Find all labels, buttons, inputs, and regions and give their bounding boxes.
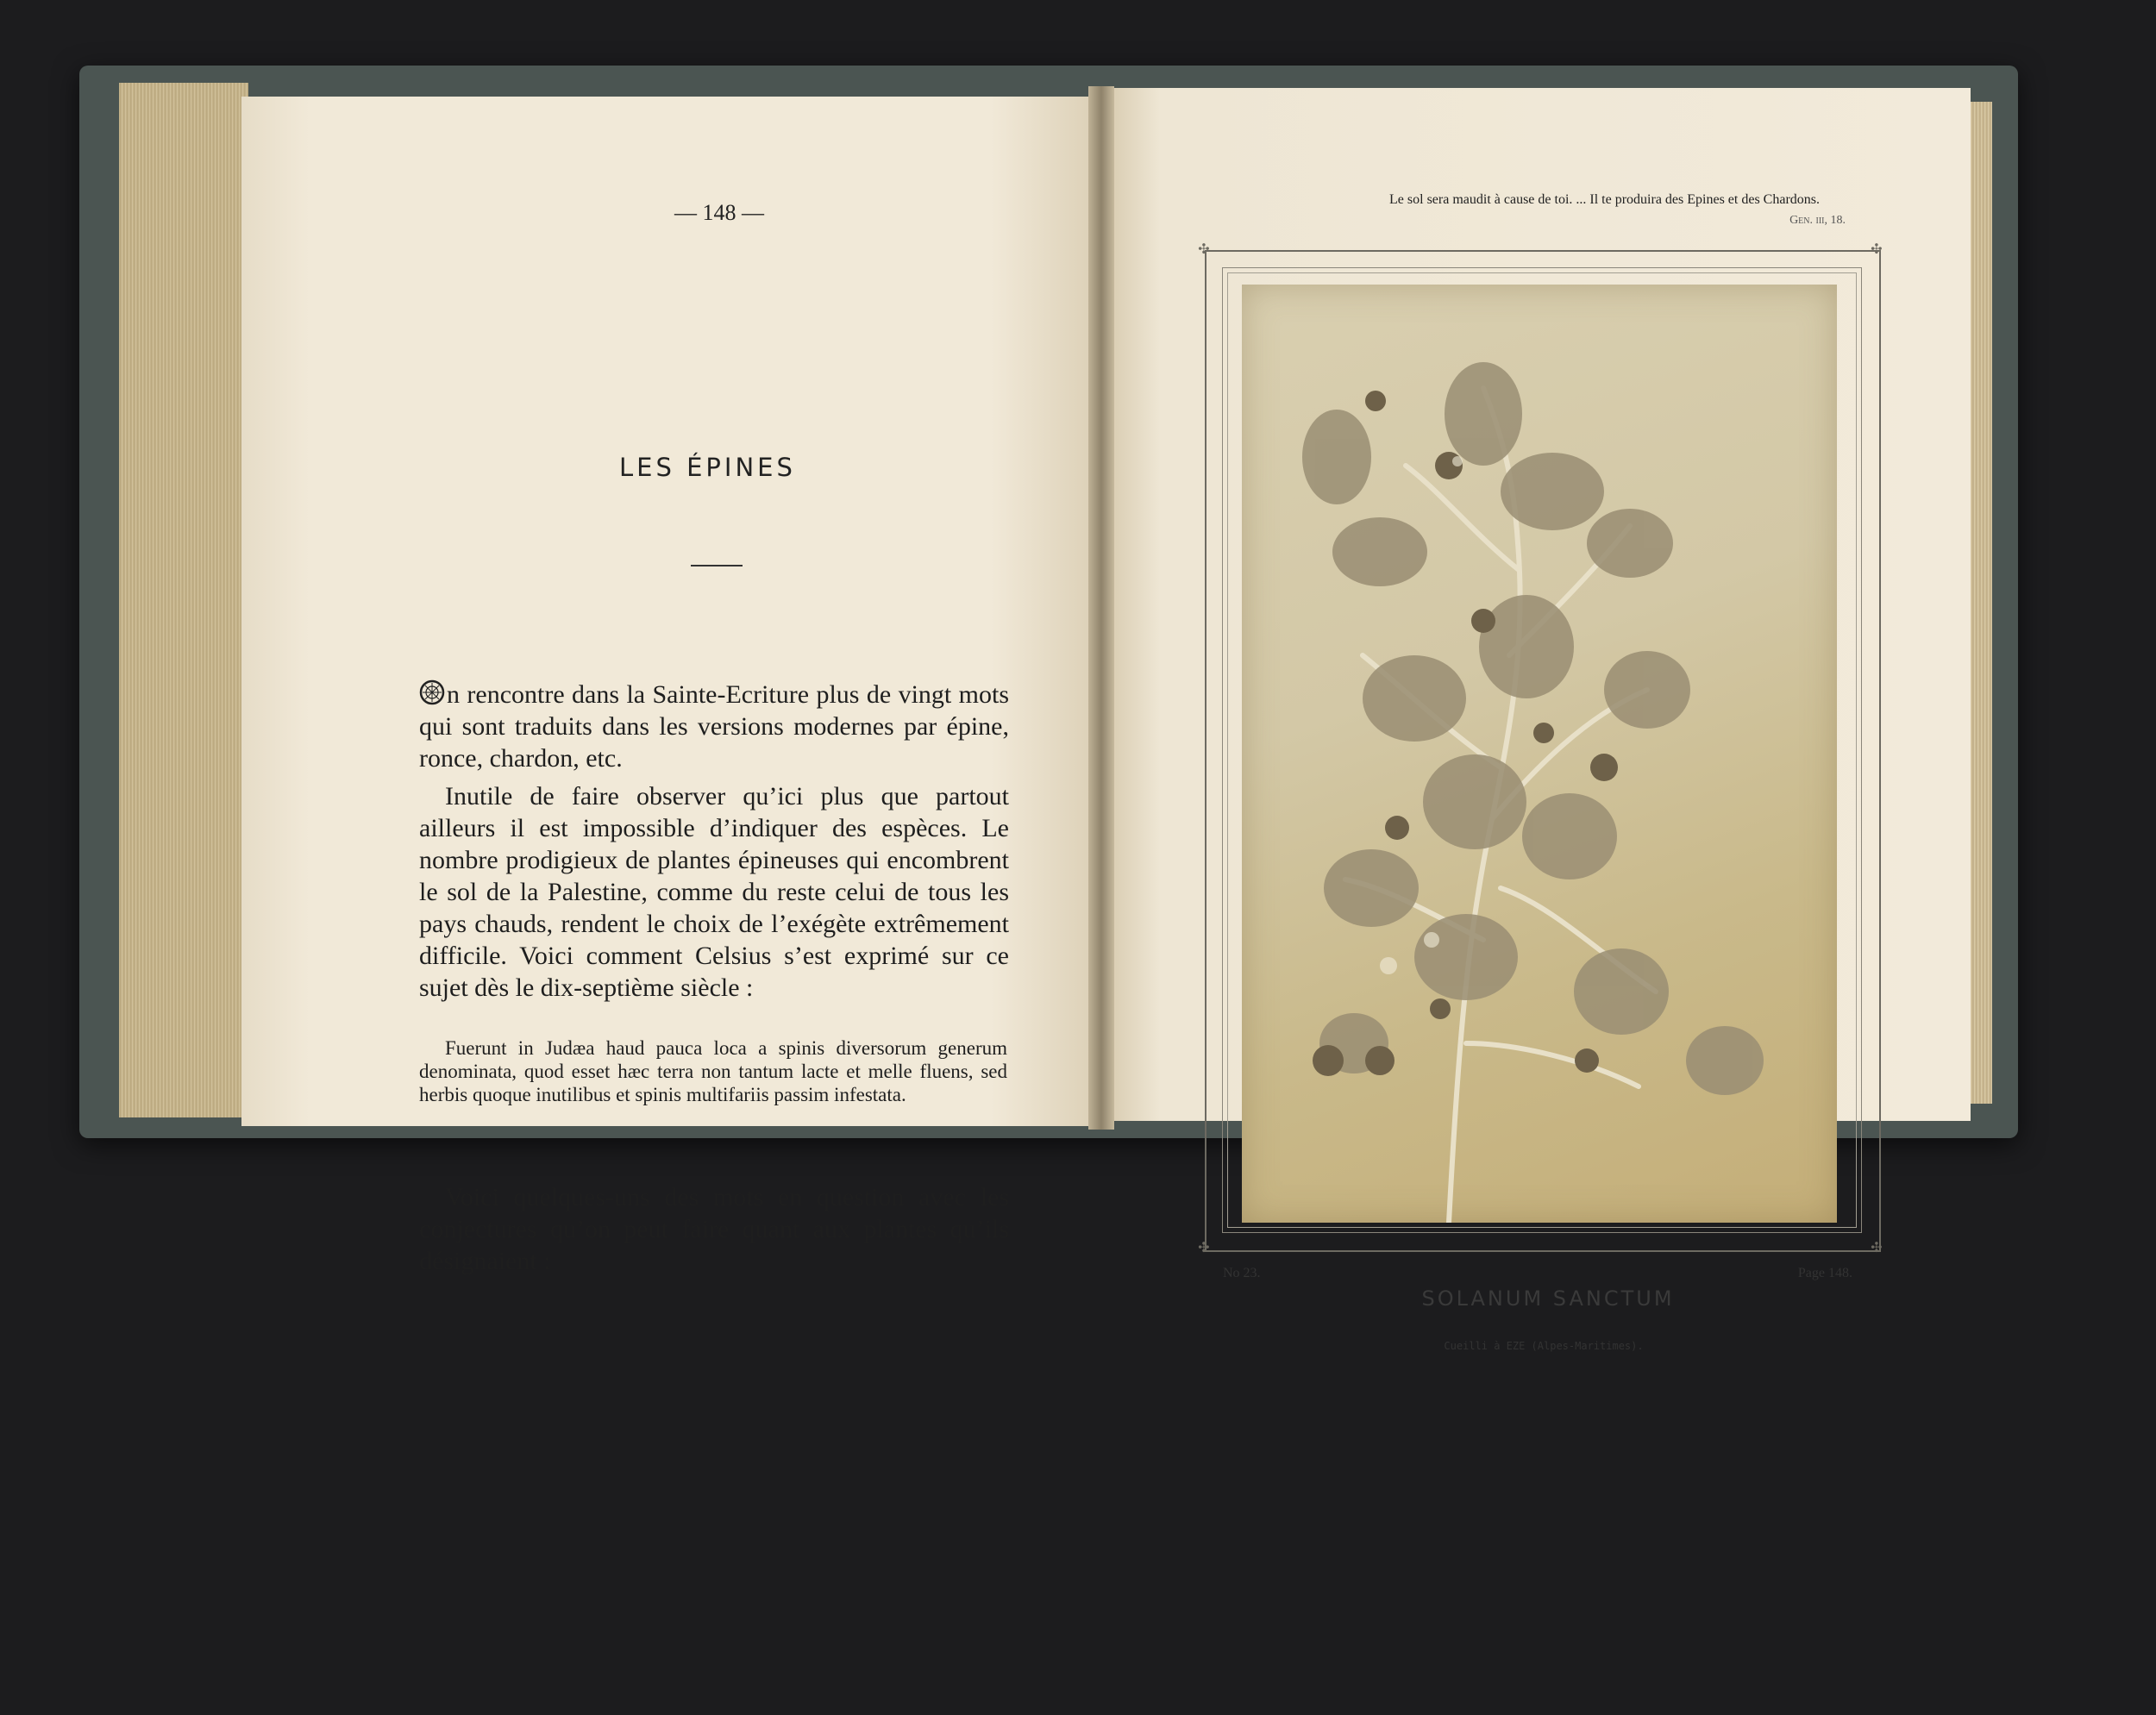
paragraph-3: Voici quelques-uns des mots en question avec les conjectures qu’on peut faire quant aux plantes qu’ils désignaient :: [419, 1183, 1009, 1275]
epigraph: Le sol sera maudit à cause de toi. ... Il te produira des Epines et des Chardons.: [1389, 192, 1820, 207]
paragraph-1: [419, 679, 1009, 774]
plate-title: SOLANUM SANCTUM: [1421, 1286, 1675, 1311]
drop-cap-ornament-icon: [419, 679, 445, 705]
plant-photograph: [1242, 285, 1837, 1223]
corner-ornament-icon: ✣: [1871, 1239, 1883, 1255]
solanum-plant-icon: [1242, 285, 1837, 1223]
latin-quote: Fuerunt in Judæa haud pauca loca a spinis diversorum generum denominata, quod esset hæc terra non tantum lacte et melle fluens, sed herbis quoque inutilibus et spinis multifariis passim infestata.: [419, 1037, 1007, 1105]
page-edges-left: [119, 83, 248, 1117]
plate-subtitle: Cueilli à EZE (Alpes-Maritimes).: [1444, 1340, 1644, 1352]
page-number: — 148 —: [674, 200, 764, 225]
paragraph-1-text: n rencontre dans la Sainte-Ecriture plus de vingt mots qui sont traduits dans les versions modernes par épine, ronce, chardon, etc.: [419, 680, 1009, 773]
paragraph-2: Inutile de faire observer qu’ici plus que partout ailleurs il est impossible d’indiquer des espèces. Le nombre prodigieux de plantes épineuses qui encombrent le sol de la Palestine, comme du reste celui de tous les pays chauds, rendent le choix de l’exégète extrêmement difficile. Voici comment Celsius s’est exprimé sur ce sujet dès le dix-septième siècle :: [419, 782, 1009, 1002]
plate-number: No 23.: [1223, 1266, 1261, 1280]
corner-ornament-icon: ✣: [1871, 241, 1883, 257]
plate-page-reference: Page 148.: [1797, 1266, 1852, 1280]
title-rule: [691, 565, 743, 566]
book-gutter: [1088, 86, 1114, 1130]
corner-ornament-icon: ✣: [1198, 241, 1210, 257]
corner-ornament-icon: ✣: [1198, 1239, 1210, 1255]
chapter-title: LES ÉPINES: [619, 453, 796, 482]
epigraph-reference: Gen. iii, 18.: [1789, 214, 1846, 227]
